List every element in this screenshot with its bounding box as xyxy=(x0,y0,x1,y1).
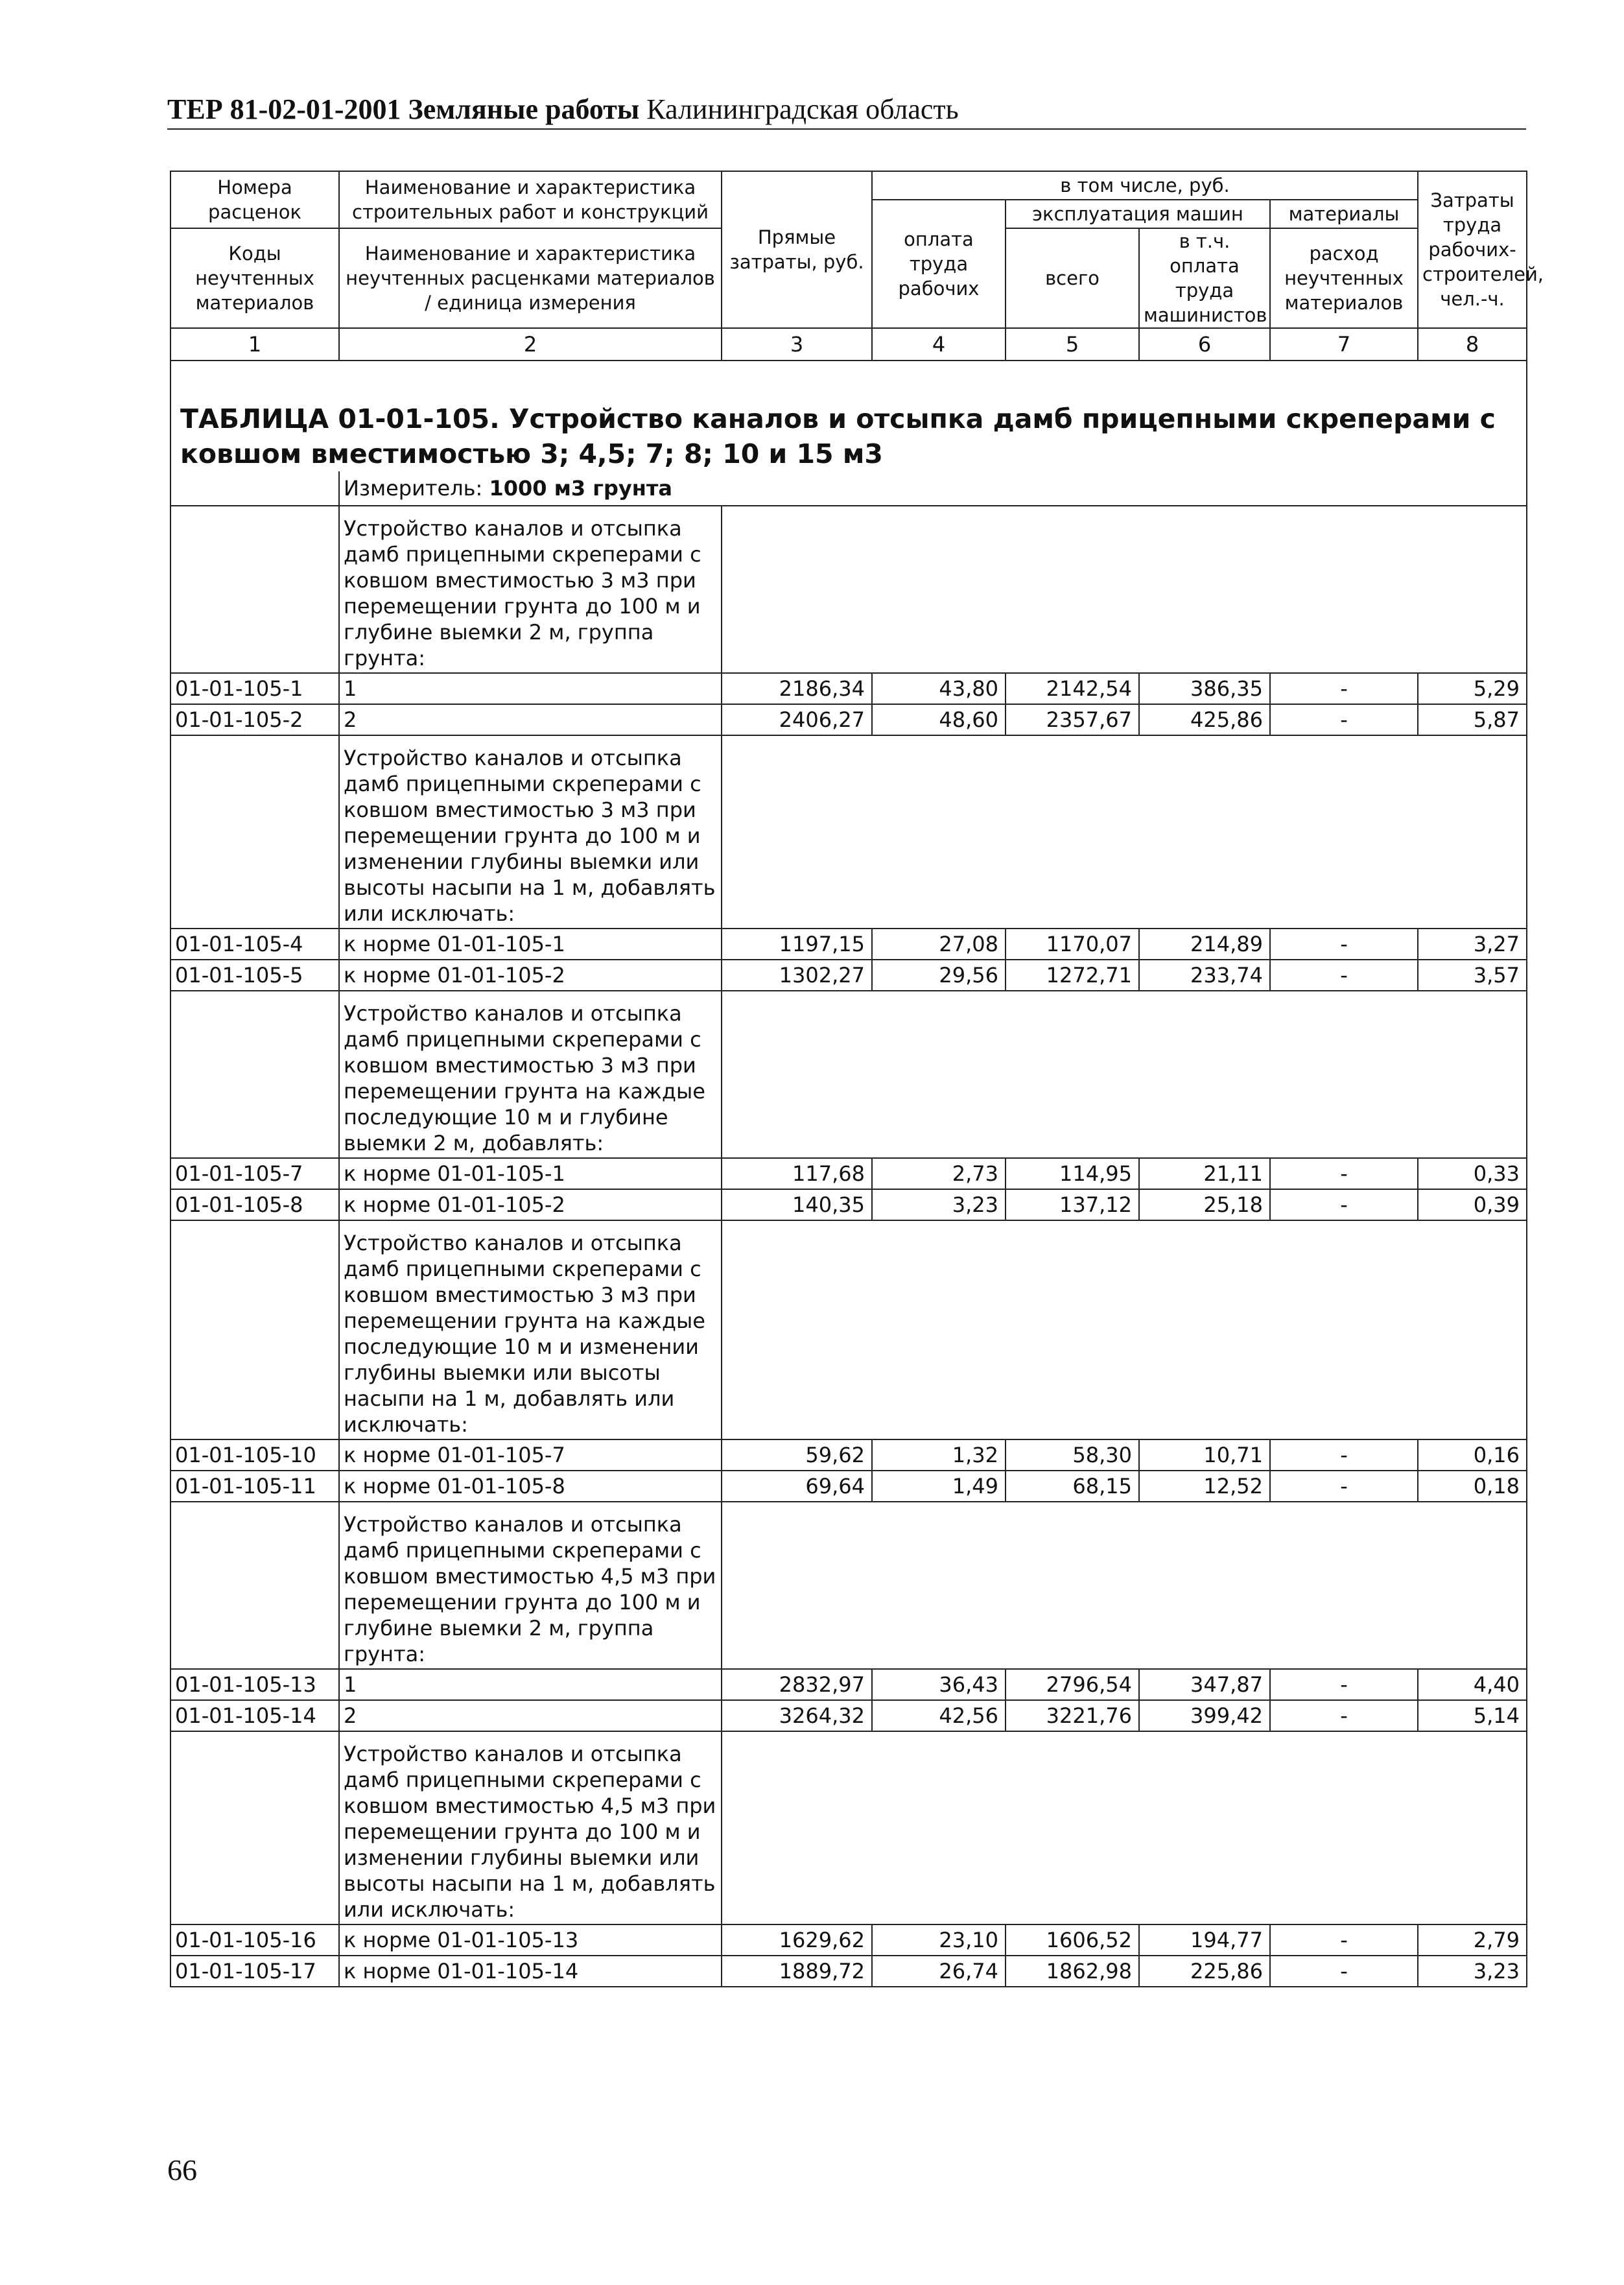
description-blank xyxy=(722,735,1527,929)
section-description-row xyxy=(171,1731,1527,1924)
header-code: ТЕР 81-02-01-2001 xyxy=(167,93,401,125)
table-row xyxy=(171,1924,1527,1956)
rate-name: к норме 01-01-105-14 xyxy=(339,1956,722,1987)
rate-name: к норме 01-01-105-8 xyxy=(339,1471,722,1502)
description-blank xyxy=(171,1731,339,1924)
section-description: Устройство каналов и отсыпка дамб прицепными скреперами с ковшом вместимостью 4,5 м3 при перемещении грунта до 100 м и глубине выемки 2 м, группа грунта: xyxy=(339,1502,722,1669)
labor-hours: 0,33 xyxy=(1418,1158,1527,1189)
material-usage: - xyxy=(1270,1439,1418,1471)
table-row xyxy=(171,1669,1527,1700)
section-description-row xyxy=(171,506,1527,673)
labor-hours: 4,40 xyxy=(1418,1669,1527,1700)
rate-code: 01-01-105-1 xyxy=(171,673,339,704)
rate-name: к норме 01-01-105-1 xyxy=(339,1158,722,1189)
header-machines-total: всего xyxy=(1006,228,1139,328)
table-row xyxy=(171,1471,1527,1502)
rate-code: 01-01-105-4 xyxy=(171,929,339,960)
labor-pay: 29,56 xyxy=(872,960,1006,991)
labor-hours: 3,23 xyxy=(1418,1956,1527,1987)
direct-costs: 59,62 xyxy=(722,1439,872,1471)
description-blank xyxy=(722,1502,1527,1669)
header-labor-pay: оплата труда рабочих xyxy=(872,200,1006,328)
section-description: Устройство каналов и отсыпка дамб прицепными скреперами с ковшом вместимостью 3 м3 при перемещении грунта на каждые последующие 10 м и глубине выемки 2 м, добавлять: xyxy=(339,991,722,1158)
operator-pay: 21,11 xyxy=(1139,1158,1270,1189)
table-row xyxy=(171,673,1527,704)
rate-name: 2 xyxy=(339,704,722,735)
material-usage: - xyxy=(1270,1189,1418,1220)
header-material-codes: Коды неучтенных материалов xyxy=(171,228,339,328)
material-usage: - xyxy=(1270,929,1418,960)
labor-pay: 36,43 xyxy=(872,1669,1006,1700)
direct-costs: 1302,27 xyxy=(722,960,872,991)
table-body xyxy=(171,171,1544,1987)
direct-costs: 1629,62 xyxy=(722,1924,872,1956)
operator-pay: 386,35 xyxy=(1139,673,1270,704)
machines-total: 3221,76 xyxy=(1006,1700,1139,1731)
rate-code: 01-01-105-16 xyxy=(171,1924,339,1956)
operator-pay: 25,18 xyxy=(1139,1189,1270,1220)
labor-pay: 42,56 xyxy=(872,1700,1006,1731)
rate-name: к норме 01-01-105-2 xyxy=(339,960,722,991)
material-usage: - xyxy=(1270,1700,1418,1731)
header-work-name: Наименование и характеристика строительных работ и конструкций xyxy=(339,171,722,228)
operator-pay: 194,77 xyxy=(1139,1924,1270,1956)
description-blank xyxy=(171,735,339,929)
material-usage: - xyxy=(1270,673,1418,704)
labor-pay: 27,08 xyxy=(872,929,1006,960)
direct-costs: 140,35 xyxy=(722,1189,872,1220)
direct-costs: 2406,27 xyxy=(722,704,872,735)
machines-total: 68,15 xyxy=(1006,1471,1139,1502)
description-blank xyxy=(171,991,339,1158)
header-region: Калининградская область xyxy=(646,93,959,125)
rates-table xyxy=(170,171,1544,1987)
direct-costs: 2186,34 xyxy=(722,673,872,704)
labor-pay: 23,10 xyxy=(872,1924,1006,1956)
page-number: 66 xyxy=(167,2153,197,2186)
machines-total: 1606,52 xyxy=(1006,1924,1139,1956)
column-number: 2 xyxy=(339,328,722,361)
section-description: Устройство каналов и отсыпка дамб прицепными скреперами с ковшом вместимостью 4,5 м3 при перемещении грунта до 100 м и изменении глубины выемки или высоты насыпи на 1 м, добавлять или исключать: xyxy=(339,1731,722,1924)
material-usage: - xyxy=(1270,1158,1418,1189)
table-row xyxy=(171,929,1527,960)
operator-pay: 347,87 xyxy=(1139,1669,1270,1700)
direct-costs: 3264,32 xyxy=(722,1700,872,1731)
rate-code: 01-01-105-10 xyxy=(171,1439,339,1471)
machines-total: 58,30 xyxy=(1006,1439,1139,1471)
machines-total: 2357,67 xyxy=(1006,704,1139,735)
description-blank xyxy=(722,1220,1527,1439)
header-material-name: Наименование и характеристика неучтенных расценками материалов / единица измерения xyxy=(339,228,722,328)
direct-costs: 69,64 xyxy=(722,1471,872,1502)
rate-code: 01-01-105-11 xyxy=(171,1471,339,1502)
machines-total: 2796,54 xyxy=(1006,1669,1139,1700)
column-number: 1 xyxy=(171,328,339,361)
rate-name: к норме 01-01-105-13 xyxy=(339,1924,722,1956)
header-machines: эксплуатация машин xyxy=(1006,200,1270,228)
operator-pay: 12,52 xyxy=(1139,1471,1270,1502)
material-usage: - xyxy=(1270,960,1418,991)
direct-costs: 2832,97 xyxy=(722,1669,872,1700)
document-header xyxy=(167,92,1529,127)
column-number: 3 xyxy=(722,328,872,361)
rate-code: 01-01-105-13 xyxy=(171,1669,339,1700)
table-row xyxy=(171,1439,1527,1471)
section-description-row xyxy=(171,991,1527,1158)
labor-hours: 0,39 xyxy=(1418,1189,1527,1220)
material-usage: - xyxy=(1270,1471,1418,1502)
operator-pay: 233,74 xyxy=(1139,960,1270,991)
header-rule xyxy=(167,128,1526,130)
material-usage: - xyxy=(1270,1956,1418,1987)
rate-code: 01-01-105-14 xyxy=(171,1700,339,1731)
machines-total: 2142,54 xyxy=(1006,673,1139,704)
rate-code: 01-01-105-17 xyxy=(171,1956,339,1987)
measure-label: Измеритель: xyxy=(344,476,489,501)
table-row xyxy=(171,1189,1527,1220)
description-blank xyxy=(171,1220,339,1439)
machines-total: 1272,71 xyxy=(1006,960,1139,991)
description-blank xyxy=(171,1502,339,1669)
labor-hours: 3,57 xyxy=(1418,960,1527,991)
table-row xyxy=(171,704,1527,735)
rate-name: к норме 01-01-105-2 xyxy=(339,1189,722,1220)
table-row xyxy=(171,1956,1527,1987)
rate-name: к норме 01-01-105-7 xyxy=(339,1439,722,1471)
description-blank xyxy=(722,506,1527,673)
section-description: Устройство каналов и отсыпка дамб прицепными скреперами с ковшом вместимостью 3 м3 при перемещении грунта до 100 м и изменении глубины выемки или высоты насыпи на 1 м, добавлять или исключать: xyxy=(339,735,722,929)
header-labor-hours: Затраты труда рабочих-строителей, чел.-ч. xyxy=(1418,171,1527,328)
rate-code: 01-01-105-7 xyxy=(171,1158,339,1189)
labor-hours: 5,14 xyxy=(1418,1700,1527,1731)
description-blank xyxy=(722,1731,1527,1924)
labor-pay: 48,60 xyxy=(872,704,1006,735)
header-rate-numbers: Номера расценок xyxy=(171,171,339,228)
operator-pay: 10,71 xyxy=(1139,1439,1270,1471)
machines-total: 1862,98 xyxy=(1006,1956,1139,1987)
header-direct-costs: Прямые затраты, руб. xyxy=(722,171,872,328)
section-description-row xyxy=(171,1220,1527,1439)
section-description-row xyxy=(171,1502,1527,1669)
header-including: в том числе, руб. xyxy=(872,171,1418,200)
labor-hours: 5,87 xyxy=(1418,704,1527,735)
labor-pay: 43,80 xyxy=(872,673,1006,704)
header-materials: материалы xyxy=(1270,200,1418,228)
measure-value: 1000 м3 грунта xyxy=(489,476,672,501)
direct-costs: 1197,15 xyxy=(722,929,872,960)
header-material-usage: расход неучтенных материалов xyxy=(1270,228,1418,328)
operator-pay: 425,86 xyxy=(1139,704,1270,735)
table-row xyxy=(171,960,1527,991)
machines-total: 1170,07 xyxy=(1006,929,1139,960)
labor-hours: 5,29 xyxy=(1418,673,1527,704)
machines-total: 114,95 xyxy=(1006,1158,1139,1189)
description-blank xyxy=(171,506,339,673)
rate-name: к норме 01-01-105-1 xyxy=(339,929,722,960)
table-title-cell xyxy=(171,361,1527,471)
section-description: Устройство каналов и отсыпка дамб прицепными скреперами с ковшом вместимостью 3 м3 при перемещении грунта на каждые последующие 10 м и изменении глубины выемки или высоты насыпи на 1 м, добавлять или исключать: xyxy=(339,1220,722,1439)
column-number: 8 xyxy=(1418,328,1527,361)
direct-costs: 1889,72 xyxy=(722,1956,872,1987)
rate-code: 01-01-105-2 xyxy=(171,704,339,735)
direct-costs: 117,68 xyxy=(722,1158,872,1189)
column-number: 6 xyxy=(1139,328,1270,361)
material-usage: - xyxy=(1270,1669,1418,1700)
labor-hours: 2,79 xyxy=(1418,1924,1527,1956)
labor-pay: 1,32 xyxy=(872,1439,1006,1471)
column-number: 5 xyxy=(1006,328,1139,361)
material-usage: - xyxy=(1270,704,1418,735)
labor-pay: 3,23 xyxy=(872,1189,1006,1220)
operator-pay: 225,86 xyxy=(1139,1956,1270,1987)
section-description: Устройство каналов и отсыпка дамб прицепными скреперами с ковшом вместимостью 3 м3 при перемещении грунта до 100 м и глубине выемки 2 м, группа грунта: xyxy=(339,506,722,673)
labor-pay: 1,49 xyxy=(872,1471,1006,1502)
rate-code: 01-01-105-8 xyxy=(171,1189,339,1220)
operator-pay: 214,89 xyxy=(1139,929,1270,960)
measure-cell xyxy=(339,471,1527,506)
header-subject: Земляные работы xyxy=(408,93,640,125)
labor-hours: 0,18 xyxy=(1418,1471,1527,1502)
column-number: 7 xyxy=(1270,328,1418,361)
labor-pay: 2,73 xyxy=(872,1158,1006,1189)
section-description-row xyxy=(171,735,1527,929)
labor-hours: 0,16 xyxy=(1418,1439,1527,1471)
labor-pay: 26,74 xyxy=(872,1956,1006,1987)
description-blank xyxy=(722,991,1527,1158)
table-row xyxy=(171,1700,1527,1731)
rate-name: 1 xyxy=(339,673,722,704)
material-usage: - xyxy=(1270,1924,1418,1956)
operator-pay: 399,42 xyxy=(1139,1700,1270,1731)
column-number: 4 xyxy=(872,328,1006,361)
rate-code: 01-01-105-5 xyxy=(171,960,339,991)
header-operator-pay: в т.ч. оплата труда машинистов xyxy=(1139,228,1270,328)
machines-total: 137,12 xyxy=(1006,1189,1139,1220)
rate-name: 2 xyxy=(339,1700,722,1731)
labor-hours: 3,27 xyxy=(1418,929,1527,960)
table-row xyxy=(171,1158,1527,1189)
table-title: ТАБЛИЦА 01-01-105. Устройство каналов и отсыпка дамб прицепными скреперами с ковшом вместимостью 3; 4,5; 7; 8; 10 и 15 м3 xyxy=(180,403,1496,469)
measure-blank xyxy=(171,471,339,506)
rate-name: 1 xyxy=(339,1669,722,1700)
